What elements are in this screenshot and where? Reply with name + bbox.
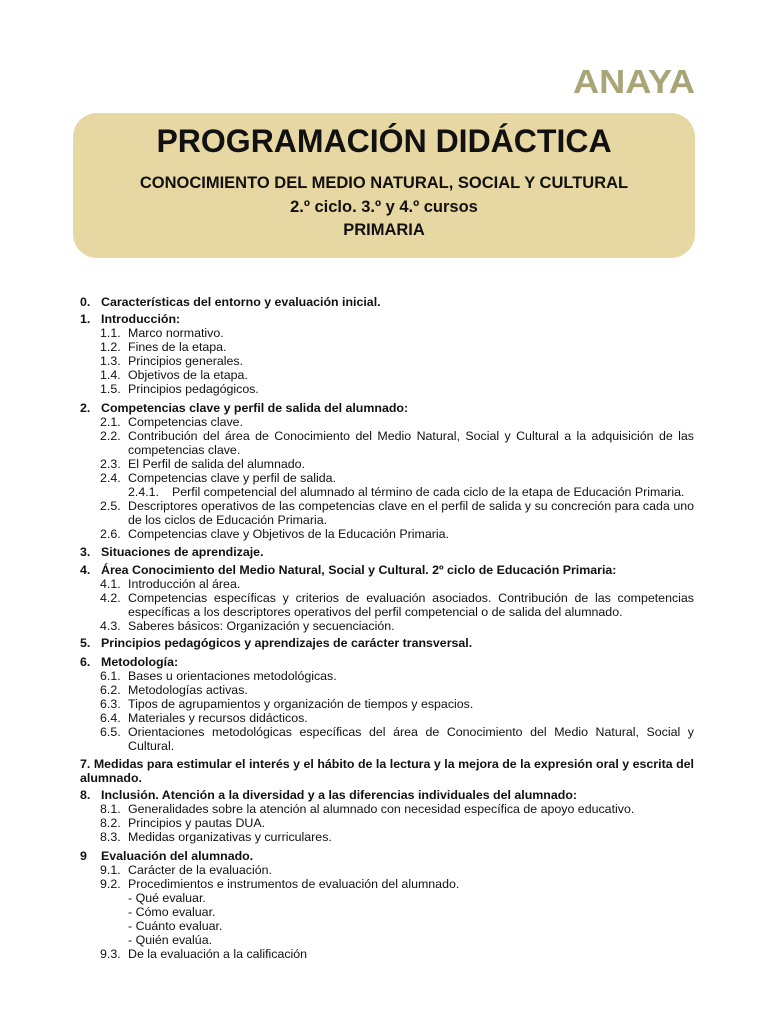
table-of-contents: 0. Características del entorno y evaluación inicial. 1. Introducción: 1.1. Marco normativo. 1.2. Fines de la etapa. 1.3. Principios generales. 1.4. Objetivos de la etapa. 1.5. Principios pedagógicos. 2. Competencias clave y perfil de salida del alumnado: 2.1. Competencias clave. 2.2. Contribución del área de Conocimiento del Medio Natural, Social y Cultural a la adquisición de las competencias clave. 2.3. El Perfil de salida del alumnado. 2.4. Competencias clave y perfil de salida. 2.4.1. Perfil competencial del alumnado al término de cada ciclo de la etapa de Educación Primaria. 2.5. Descriptores operativos de las competencias clave en el perfil de salida y su concreción para cada uno de los ciclos de Educación Primaria. 2.6. Competencias clave y Objetivos de la Educación Primaria. 3. Situaciones de aprendizaje. 4. Área Conocimiento del Medio Natural, Social y Cultural. 2º ciclo de Educación Primaria: 4.1. Introducción al área. 4.2. Competencias específicas y criterios de evaluación asociados. Contribución de las competencias específicas a los descriptores operativos del perfil competencial o de salida del alumnado. 4.3. Saberes básicos: Organización y secuenciación. 5. Principios pedagógicos y aprendizajes de carácter transversal. 6. Metodología: 6.1. Bases u orientaciones metodológicas. 6.2. Metodologías activas. 6.3. Tipos de agrupamientos y organización de tiempos y espacios. 6.4. Materiales y recursos didácticos. 6.5. Orientaciones metodológicas específicas del área de Conocimiento del Medio Natural, Social y Cultural. 7. Medidas para estimular el interés y el hábito de la lectura y la mejora de la expresión oral y escrita del alumnado. 8. Inclusión. Atención a la diversidad y a las diferencias individuales del alumnado: 8.1. Generalidades sobre la atención al alumnado con necesidad específica de apoyo educativo. 8.2. Principios y pautas DUA. 8.3. Medidas organizativas y curriculares. 9 Evaluación del alumnado. 9.1. Carácter de la evaluación. 9.2. Procedimientos e instrumentos de evaluación del alumnado. - Qué evaluar. - Cómo evaluar. - Cuánto evaluar. - Quién evalúa. 9.3. De la evaluación a la calificación [80, 295, 694, 961]
level-subtitle: PRIMARIA [343, 221, 425, 239]
svg-text:ANAYA: ANAYA [573, 66, 695, 96]
toc-item-2-5: 2.5. Descriptores operativos de las competencias clave en el perfil de salida y su concreción para cada uno de los ciclos de Educación Primaria. [100, 499, 694, 527]
toc-item-2-2: 2.2. Contribución del área de Conocimiento del Medio Natural, Social y Cultural a la adquisición de las competencias clave. [100, 429, 694, 457]
toc-item-4-2: 4.2. Competencias específicas y criterios de evaluación asociados. Contribución de las competencias específicas a los descriptores operativos del perfil competencial o de salida del alumnado. [100, 591, 694, 619]
document-title: PROGRAMACIÓN DIDÁCTICA [156, 123, 612, 159]
toc-section-7: 7. Medidas para estimular el interés y el hábito de la lectura y la mejora de la expresión oral y escrita del alumnado. [80, 757, 694, 785]
cycle-subtitle: 2.º ciclo. 3.º y 4.º cursos [290, 198, 478, 216]
subject-title: CONOCIMIENTO DEL MEDIO NATURAL, SOCIAL Y CULTURAL [139, 174, 629, 192]
toc-item-6-5: 6.5. Orientaciones metodológicas específicas del área de Conocimiento del Medio Natural, Social y Cultural. [100, 725, 694, 753]
